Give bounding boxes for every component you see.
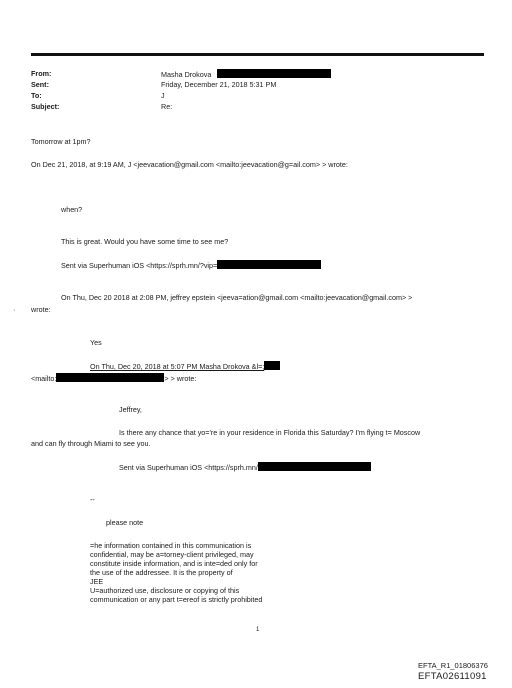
body-line-13 — [119, 462, 371, 472]
body-line-4: This is great. Would you have some time to see me? — [61, 237, 229, 246]
sent-value: Friday, December 21, 2018 5:31 PM — [161, 80, 277, 89]
notice-line: JEE — [90, 577, 104, 586]
from-value — [161, 69, 331, 79]
body-line-9 — [31, 373, 196, 383]
footer-id-2: EFTA02611091 — [418, 671, 487, 682]
mailto-prefix: <mailto: — [31, 374, 57, 383]
body-line-2: On Dec 21, 2018, at 9:19 AM, J <jeevacation@gmail.com <mailto:jeevacation@g=ail.com> > wrote: — [31, 160, 348, 169]
redaction-block — [264, 361, 280, 370]
redaction-block — [258, 462, 371, 471]
wrote-suffix: > > wrote: — [164, 374, 197, 383]
body-line-5 — [61, 260, 321, 270]
body-line-14: -- — [90, 495, 95, 504]
notice-block — [90, 541, 262, 604]
redaction-block — [56, 373, 164, 382]
body-line-7: Yes — [90, 338, 102, 347]
body-line-12: and can fly through Miami to see you. — [31, 439, 151, 448]
notice-line: =he information contained in this communication is — [90, 541, 252, 550]
page-number: 1 — [256, 627, 260, 633]
header-rule — [31, 53, 484, 56]
subject-value: Re: — [161, 102, 173, 111]
subject-label: Subject: — [31, 102, 60, 111]
to-label: To: — [31, 91, 42, 100]
redaction-block — [217, 69, 331, 78]
from-name: Masha Drokova — [161, 70, 212, 79]
signature-text: Sent via Superhuman iOS <https://sprh.mn/?vip= — [61, 261, 218, 270]
bullet-dot: · — [13, 305, 16, 314]
from-label: From: — [31, 69, 52, 78]
footer-id-1: EFTA_R1_01806376 — [418, 661, 488, 670]
signature-text: Sent via Superhuman iOS <https://sprh.mn/ — [119, 463, 258, 472]
body-line-6b: wrote: — [31, 305, 51, 314]
notice-line: constitute inside information, and is inte=ded only for — [90, 559, 258, 568]
notice-line: confidential, may be a=torney-client privileged, may — [90, 550, 254, 559]
redaction-block — [217, 260, 321, 269]
body-line-1: Tomorrow at 1pm? — [31, 137, 91, 146]
body-line-6: On Thu, Dec 20 2018 at 2:08 PM, jeffrey epstein <jeeva=ation@gmail.com <mailto:jeevacation@gmail.com> > — [61, 293, 413, 302]
body-line-3: when? — [61, 205, 83, 214]
notice-line: the use of the addressee. It is the property of — [90, 568, 233, 577]
quoted-header: On Thu, Dec 20, 2018 at 5:07 PM Masha Drokova &l=; — [90, 362, 265, 371]
sent-label: Sent: — [31, 80, 49, 89]
body-line-10: Jeffrey, — [119, 405, 142, 414]
body-line-15: please note — [106, 518, 144, 527]
body-line-11: Is there any chance that yo='re in your residence in Florida this Saturday? I'm flying t= Moscow — [119, 428, 421, 437]
body-line-8 — [90, 361, 280, 371]
to-value: J — [161, 91, 165, 100]
notice-line: U=authorized use, disclosure or copying of this — [90, 586, 240, 595]
notice-line: communication or any part t=ereof is strictly prohibited — [90, 595, 263, 604]
